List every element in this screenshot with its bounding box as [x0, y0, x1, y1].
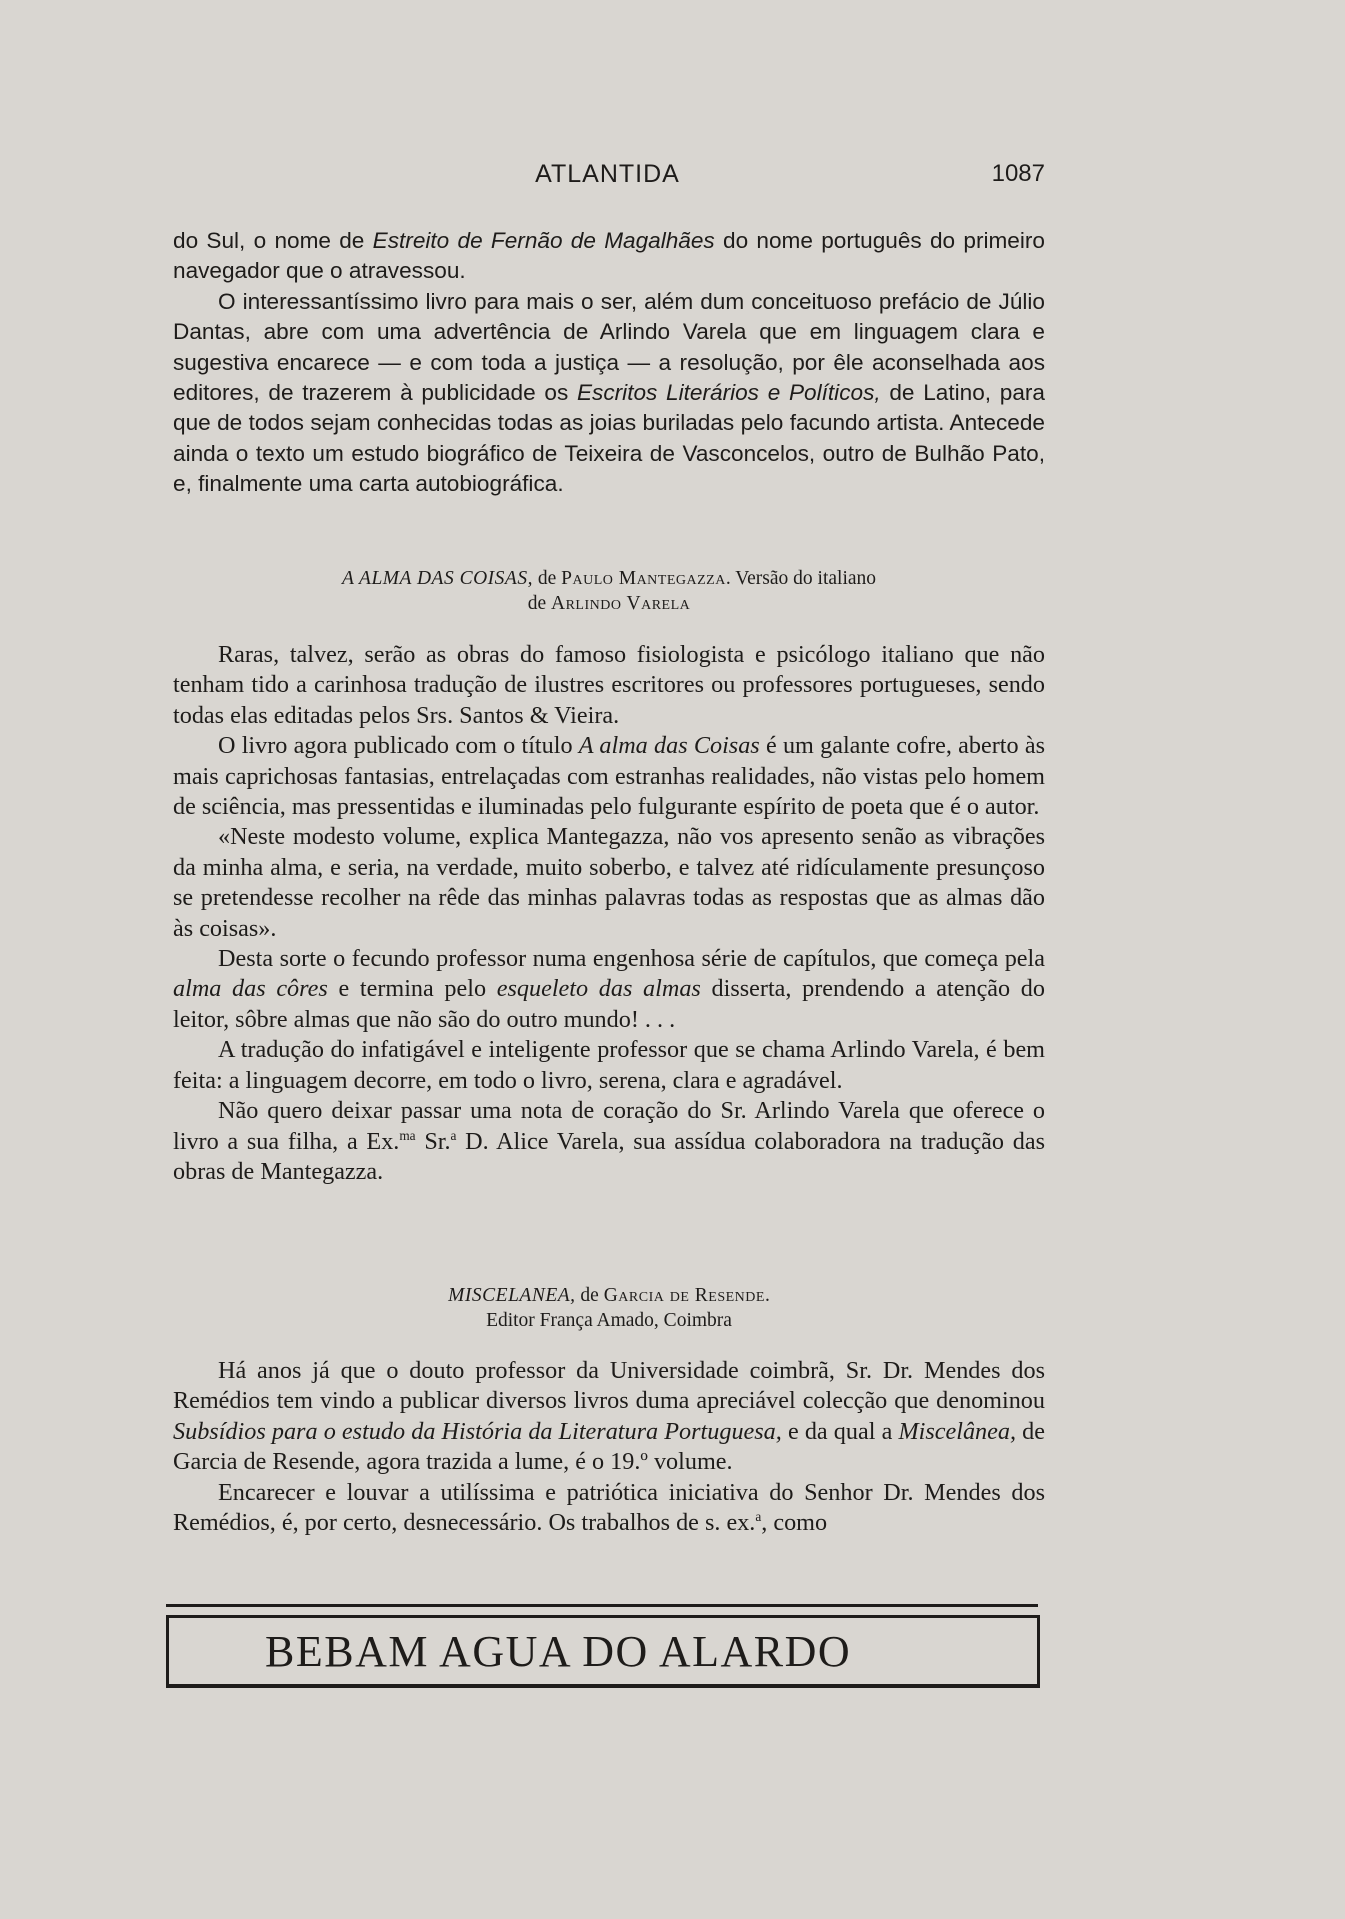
text-run: . [764, 1285, 770, 1306]
review-heading-line [173, 1308, 1045, 1333]
review-body-alma-das-coisas [173, 640, 1045, 1187]
running-head [170, 160, 1045, 194]
text-run: O interessantíssimo livro para mais o ser, além dum conceituoso prefácio de Júlio Dantas, abre com uma advertência de Arlindo Varela que em linguagem clara e sugestiva encarece — e com toda a justiça — a resolução, por êle aconselhada aos editores, de trazerem à publicidade os [173, 288, 1045, 406]
text-run: é um galante cofre, aberto às mais caprichosas fantasias, entrelaçadas com estranhas realidades, não vistas pelo homem de sciência, mas pressentidas e iluminadas pelo fulgurante espírito de poeta que é o autor. [173, 732, 1046, 821]
text-run: Raras, talvez, serão as obras do famoso fisiologista e psicólogo italiano que não tenham tido a carinhosa tradução de ilustres escritores ou professores portugueses, sendo todas elas editadas pelos Srs. Santos & Vieira. [173, 641, 1045, 729]
text-run: Escritos Literários e Políticos, [576, 380, 881, 406]
review-heading-line [173, 1283, 1045, 1308]
paragraph [173, 226, 1045, 287]
advertisement-rule [166, 1604, 1038, 1607]
text-run: esqueleto das almas [496, 975, 701, 1003]
text-run: A ALMA DAS COISAS, [341, 568, 533, 589]
text-run: de [527, 593, 552, 614]
paragraph [173, 1478, 1045, 1539]
text-run: Paulo Mantegazza [561, 568, 726, 589]
previous-review-continuation [173, 226, 1045, 500]
text-run: O livro agora publicado com o título [218, 732, 579, 760]
text-run: A alma das Coisas [578, 732, 760, 760]
page-number: 1087 [991, 160, 1045, 187]
text-run: Estreito de Fernão de Magalhães [372, 228, 715, 253]
text-run: a [755, 1508, 762, 1524]
paragraph [173, 640, 1045, 731]
text-run: Miscelânea, [898, 1417, 1017, 1445]
review-body-miscelanea [173, 1356, 1045, 1538]
text-run: MISCELANEA, [448, 1285, 576, 1306]
text-run: Editor França Amado, Coimbra [486, 1310, 732, 1331]
advertisement-text: BEBAM AGUA DO ALARDO [265, 1626, 852, 1676]
text-run: Subsídios para o estudo da História da Literatura Portuguesa, [173, 1417, 782, 1445]
paragraph [173, 822, 1045, 944]
review-heading-line [173, 591, 1045, 616]
text-run: de Garcia de Resende, agora trazida a lume, é o 19.º volume. [173, 1417, 1045, 1476]
text-run: do nome português do primeiro navegador que o atravessou. [173, 228, 1045, 284]
paragraph [173, 944, 1045, 1035]
text-run: «Neste modesto volume, explica Mantegazza, não vos apresento senão as vibrações da minha alma, e seria, na verdade, muito soberbo, e talvez até ridículamente presunçoso se pretendesse recolher na rêde das minhas palavras todas as respostas que as almas dão às coisas». [173, 823, 1045, 942]
advertisement-box [166, 1615, 1040, 1688]
text-run: de Latino, para que de todos sejam conhecidas todas as joias buriladas pelo facundo artista. Antecede ainda o texto um estudo biográfico de Teixeira de Vasconcelos, outro de Bulhão Pato, e, finalmente uma carta autobiográfica. [173, 380, 1045, 497]
text-run: Há anos já que o douto professor da Universidade coimbrã, Sr. Dr. Mendes dos Remédios tem vindo a publicar diversos livros duma apreciável colecção que denominou [173, 1357, 1045, 1415]
text-run: Garcia de Resende [603, 1285, 765, 1306]
text-run: Arlindo Varela [551, 593, 691, 614]
paragraph [173, 1356, 1045, 1478]
text-run: alma das côres [173, 975, 328, 1003]
text-run: e da qual a [781, 1417, 899, 1445]
text-run: Não quero deixar passar uma nota de coração do Sr. Arlindo Varela que oferece o livro a sua filha, a Ex. [173, 1097, 1045, 1155]
running-title: ATLANTIDA [535, 160, 680, 188]
review-heading-alma-das-coisas [173, 566, 1045, 616]
text-run: Sr. [415, 1127, 451, 1155]
text-run: A tradução do infatigável e inteligente professor que se chama Arlindo Varela, é bem feita: a linguagem decorre, em todo o livro, serena, clara e agradável. [173, 1036, 1045, 1094]
text-run: disserta, prendendo a atenção do leitor, sôbre almas que não são do outro mundo! . . . [173, 975, 1045, 1033]
paragraph [173, 287, 1045, 500]
text-run: ma [399, 1127, 416, 1143]
text-run: . Versão do italiano [725, 568, 877, 589]
text-run: , como [761, 1509, 828, 1537]
review-heading-miscelanea [173, 1283, 1045, 1333]
text-run: a [450, 1127, 457, 1143]
text-run: D. Alice Varela, sua assídua colaboradora na tradução das obras de Mantegazza. [173, 1127, 1045, 1185]
paragraph [173, 731, 1045, 822]
text-run: Desta sorte o fecundo professor numa engenhosa série de capítulos, que começa pela [218, 945, 1045, 973]
text-run: Encarecer e louvar a utilíssima e patriótica iniciativa do Senhor Dr. Mendes dos Remédios, é, por certo, desnecessário. Os trabalhos de s. ex. [173, 1478, 1045, 1537]
review-heading-line [173, 566, 1045, 591]
paragraph [173, 1035, 1045, 1096]
text-run: de [532, 568, 562, 589]
text-run: do Sul, o nome de [173, 228, 373, 253]
text-run: de [575, 1285, 604, 1306]
text-run: e termina pelo [327, 975, 497, 1003]
paragraph [173, 1096, 1045, 1187]
